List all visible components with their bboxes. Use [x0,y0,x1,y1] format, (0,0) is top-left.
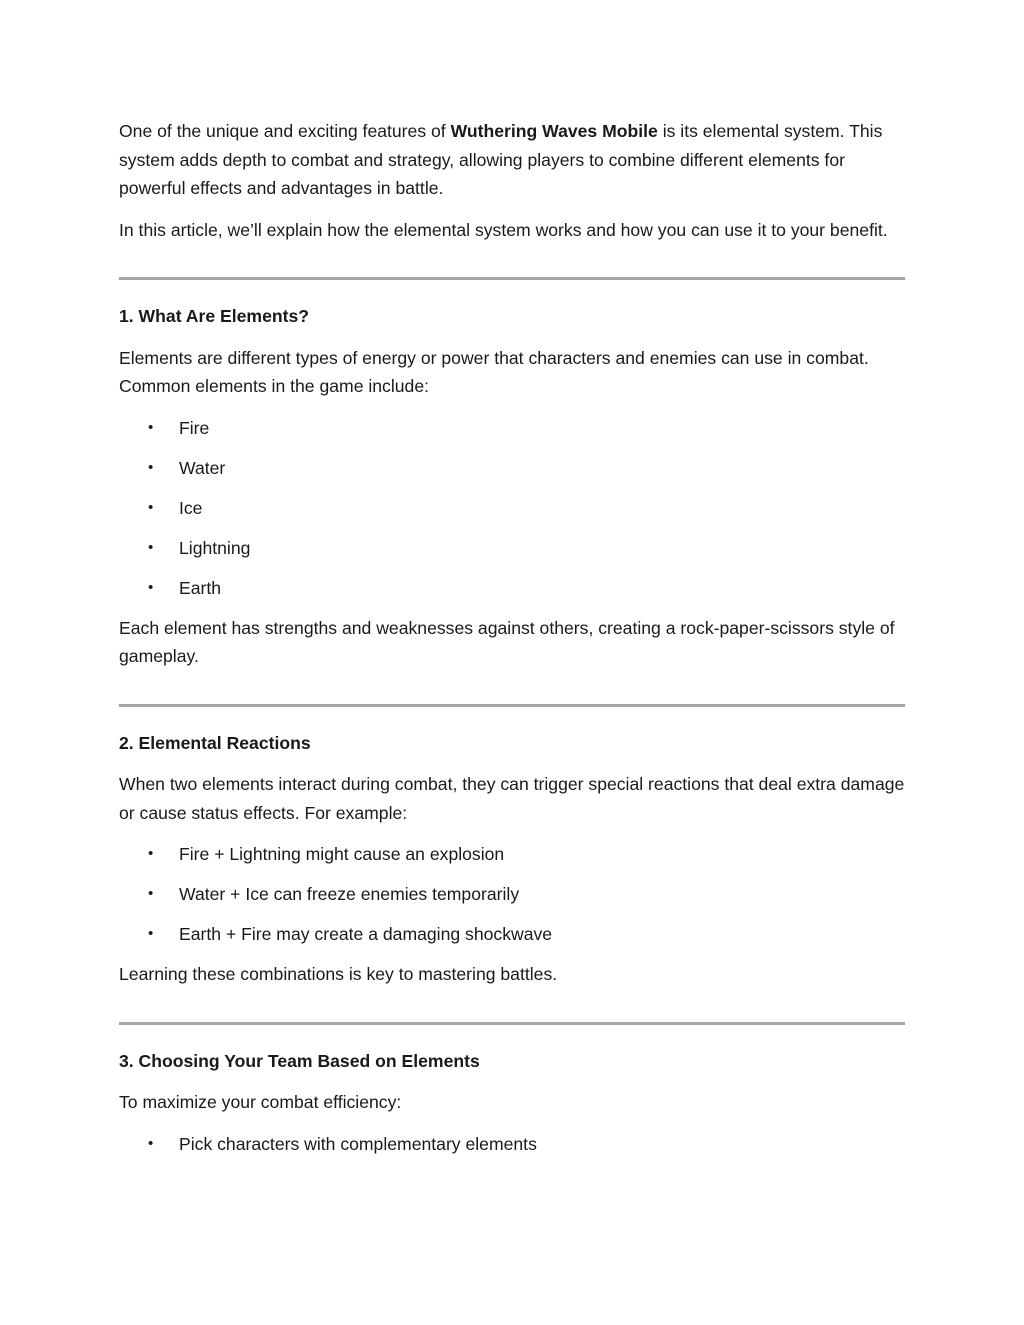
bullet-icon: • [148,885,154,902]
section-1-heading: 1. What Are Elements? [119,306,309,326]
section-divider-3 [119,1022,905,1025]
bullet-icon: • [148,498,154,516]
bullet-icon: • [148,578,154,596]
list-item-text: Earth + Fire may create a damaging shockwave [179,924,553,944]
list-item-text: Fire [179,417,210,438]
section-1-intro: Elements are different types of energy or power that characters and enemies can use in combat. Common elements in the game include: [119,347,869,396]
list-item [119,574,905,602]
bullet-icon: • [148,1134,154,1152]
list-item [119,840,905,868]
game-title-bold: Wuthering Waves Mobile [450,121,658,141]
list-item-text: Pick characters with complementary elements [179,1133,537,1154]
team-tips-list [119,1130,905,1158]
section-2-intro: When two elements interact during combat, they can trigger special reactions that deal extra damage or cause status effects. For example: [119,774,905,823]
list-item-text: Water + Ice can freeze enemies temporarily [179,884,520,904]
elements-list [119,414,905,602]
section-divider-1 [119,277,905,280]
section-1-outro: Each element has strengths and weaknesses against others, creating a rock-paper-scissors style of gameplay. [119,617,895,666]
intro-paragraph-2: In this article, we’ll explain how the elemental system works and how you can use it to your benefit. [119,219,888,240]
list-item [119,534,905,562]
list-item [119,494,905,522]
list-item-text: Ice [179,497,203,518]
list-item [119,1130,905,1158]
intro-text-start: One of the unique and exciting features of [119,121,451,141]
bullet-icon: • [148,538,154,556]
reactions-list [119,840,905,948]
list-item-text: Lightning [179,537,251,558]
section-3-heading: 3. Choosing Your Team Based on Elements [119,1050,480,1071]
list-item [119,880,905,908]
section-2-heading: 2. Elemental Reactions [119,732,311,753]
bullet-icon: • [148,458,154,476]
section-divider-2 [119,704,905,707]
list-item [119,454,905,482]
bullet-icon: • [148,925,154,942]
intro-text-end: is its elemental system. This system adds depth to combat and strategy, allowing players to combine different elements for powerful effects and advantages in battle. [119,121,883,198]
intro-paragraph-1 [119,117,905,203]
list-item-text: Fire + Lightning might cause an explosion [179,844,505,864]
list-item-text: Water [179,457,226,478]
section-3-intro: To maximize your combat efficiency: [119,1092,402,1112]
section-2-outro: Learning these combinations is key to mastering battles. [119,964,558,984]
list-item [119,414,905,442]
document-page [119,117,905,1170]
list-item-text: Earth [179,577,222,598]
bullet-icon: • [148,845,154,862]
bullet-icon: • [148,418,154,436]
list-item [119,920,905,948]
